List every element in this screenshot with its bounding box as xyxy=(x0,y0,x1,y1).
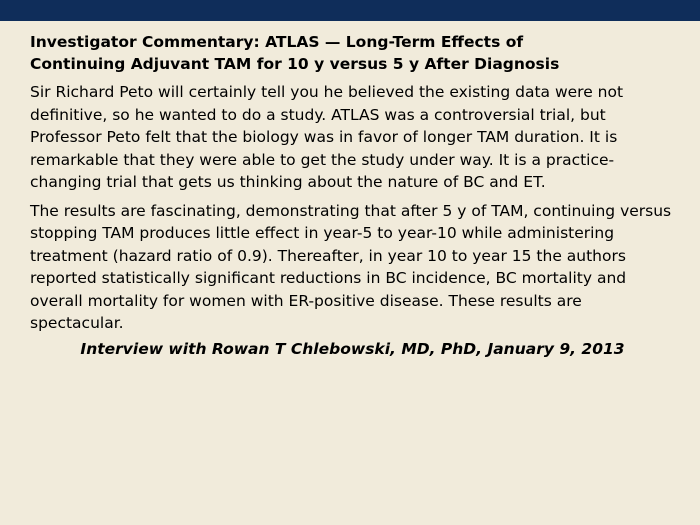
top-banner-bar xyxy=(0,0,700,21)
interview-attribution: Interview with Rowan T Chlebowski, MD, PhD, January 9, 2013 xyxy=(80,339,625,358)
slide-content xyxy=(30,31,675,361)
slide-title xyxy=(30,31,675,75)
commentary-paragraph-2: The results are fascinating, demonstrating that after 5 y of TAM, continuing versus stopping TAM produces little effect in year-5 to year-10 while administering treatment (hazard ratio of 0.9). Thereafter, in year 10 to year 15 the authors reported statistically significant reductions in BC incidence, BC mortality and overall mortality for women with ER-positive disease. These results are spectacular. xyxy=(30,201,672,332)
commentary-paragraph-1: Sir Richard Peto will certainly tell you he believed the existing data were not definitive, so he wanted to do a study. ATLAS was a controversial trial, but Professor Peto felt that the biology was in favor of longer TAM duration. It is remarkable that they were able to get the study under way. It is a practice-changing trial that gets us thinking about the nature of BC and ET. xyxy=(30,83,624,191)
slide-title-line-1: Investigator Commentary: ATLAS — Long-Term Effects of xyxy=(30,33,524,51)
slide-title-line-2: Continuing Adjuvant TAM for 10 y versus 5 y After Diagnosis xyxy=(30,55,560,73)
